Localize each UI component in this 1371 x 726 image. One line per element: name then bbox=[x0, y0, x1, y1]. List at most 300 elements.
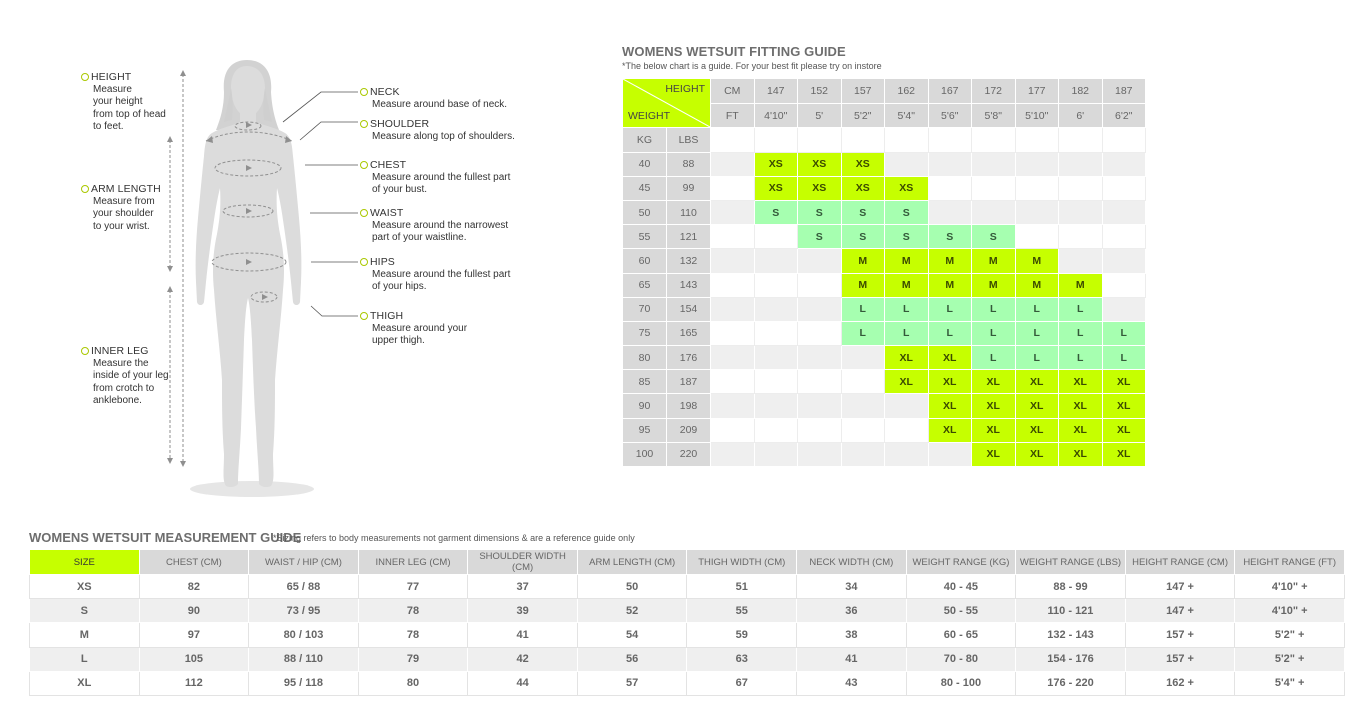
size-label-cell: S bbox=[30, 599, 140, 623]
size-cell: S bbox=[841, 225, 885, 249]
measurement-value-cell: 110 - 121 bbox=[1016, 599, 1126, 623]
size-cell: XL bbox=[1015, 394, 1059, 418]
size-cell: M bbox=[972, 273, 1016, 297]
height-ft-header: 6'2" bbox=[1102, 103, 1146, 128]
measurement-value-cell: 157 + bbox=[1125, 623, 1235, 647]
measurement-value-cell: 80 - 100 bbox=[906, 671, 1016, 695]
empty-cell bbox=[754, 249, 798, 273]
empty-cell bbox=[754, 442, 798, 466]
empty-cell bbox=[972, 128, 1016, 152]
empty-cell bbox=[754, 273, 798, 297]
empty-cell bbox=[972, 200, 1016, 224]
empty-cell bbox=[841, 442, 885, 466]
weight-row bbox=[623, 442, 1146, 466]
height-measure-label bbox=[81, 71, 166, 134]
empty-cell bbox=[711, 418, 755, 442]
weight-lbs-cell: 110 bbox=[667, 200, 711, 224]
measurement-value-cell: 51 bbox=[687, 575, 797, 599]
measurement-value-cell: 82 bbox=[139, 575, 249, 599]
empty-cell bbox=[1015, 152, 1059, 176]
measurement-guide-subtitle: *Sizing refers to body measurements not garment dimensions & are a reference guide only bbox=[273, 533, 635, 543]
size-cell: M bbox=[928, 249, 972, 273]
empty-cell bbox=[711, 128, 755, 152]
size-cell: XS bbox=[841, 152, 885, 176]
height-ft-header: 5'4" bbox=[885, 103, 929, 128]
size-cell: XS bbox=[754, 152, 798, 176]
height-cm-header: 162 bbox=[885, 79, 929, 104]
size-cell: M bbox=[972, 249, 1016, 273]
empty-cell bbox=[841, 128, 885, 152]
empty-cell bbox=[928, 176, 972, 200]
size-cell: L bbox=[972, 297, 1016, 321]
kg-label: KG bbox=[623, 128, 667, 152]
weight-lbs-cell: 121 bbox=[667, 225, 711, 249]
size-cell: M bbox=[885, 273, 929, 297]
measurement-column-header: ARM LENGTH (CM) bbox=[577, 550, 687, 575]
size-cell: XL bbox=[1015, 418, 1059, 442]
size-cell: M bbox=[841, 249, 885, 273]
size-cell: L bbox=[1015, 346, 1059, 370]
measurement-value-cell: 162 + bbox=[1125, 671, 1235, 695]
size-label-cell: XS bbox=[30, 575, 140, 599]
arm-length-title: ARM LENGTH bbox=[91, 183, 161, 195]
measurement-value-cell: 37 bbox=[468, 575, 578, 599]
measurement-value-cell: 97 bbox=[139, 623, 249, 647]
measurement-value-cell: 4'10" + bbox=[1235, 599, 1345, 623]
weight-kg-cell: 85 bbox=[623, 370, 667, 394]
measurement-header-row bbox=[30, 550, 1345, 575]
arm-length-desc-line: your shoulder bbox=[93, 208, 154, 219]
empty-cell bbox=[798, 346, 842, 370]
measurement-value-cell: 41 bbox=[468, 623, 578, 647]
weight-kg-cell: 40 bbox=[623, 152, 667, 176]
empty-cell bbox=[754, 225, 798, 249]
empty-cell bbox=[1015, 128, 1059, 152]
weight-row bbox=[623, 321, 1146, 345]
empty-cell bbox=[711, 442, 755, 466]
inner-leg-desc-line: from crotch to bbox=[93, 382, 155, 394]
size-cell: XS bbox=[798, 176, 842, 200]
weight-row bbox=[623, 370, 1146, 394]
weight-kg-cell: 50 bbox=[623, 200, 667, 224]
height-cm-header: 152 bbox=[798, 79, 842, 104]
empty-cell bbox=[711, 321, 755, 345]
height-cm-header: 187 bbox=[1102, 79, 1146, 104]
empty-cell bbox=[1015, 225, 1059, 249]
size-cell: XL bbox=[885, 370, 929, 394]
chest-title: CHEST bbox=[370, 159, 407, 171]
empty-cell bbox=[1059, 128, 1103, 152]
size-cell: L bbox=[1102, 321, 1146, 345]
arm-length-desc-line: Measure from bbox=[93, 195, 155, 207]
target-icon bbox=[360, 312, 368, 320]
empty-cell bbox=[841, 346, 885, 370]
empty-cell bbox=[1102, 273, 1146, 297]
size-cell: L bbox=[885, 321, 929, 345]
empty-cell bbox=[841, 370, 885, 394]
hips-desc-line: of your hips. bbox=[372, 281, 427, 292]
measurement-value-cell: 36 bbox=[797, 599, 907, 623]
measurement-value-cell: 56 bbox=[577, 647, 687, 671]
empty-cell bbox=[841, 394, 885, 418]
height-desc-line: from top of head bbox=[93, 108, 166, 120]
size-cell: M bbox=[1059, 273, 1103, 297]
neck-desc-line: Measure around base of neck. bbox=[372, 98, 508, 110]
empty-cell bbox=[711, 297, 755, 321]
measurement-value-cell: 88 / 110 bbox=[249, 647, 359, 671]
measurement-value-cell: 60 - 65 bbox=[906, 623, 1016, 647]
measurement-value-cell: 73 / 95 bbox=[249, 599, 359, 623]
height-ft-header: 5'6" bbox=[928, 103, 972, 128]
measurement-value-cell: 38 bbox=[797, 623, 907, 647]
height-ft-header: 4'10" bbox=[754, 103, 798, 128]
height-ft-header: 5'10" bbox=[1015, 103, 1059, 128]
size-cell: M bbox=[928, 273, 972, 297]
weight-kg-cell: 55 bbox=[623, 225, 667, 249]
height-cm-header: 147 bbox=[754, 79, 798, 104]
measurement-value-cell: 80 / 103 bbox=[249, 623, 359, 647]
lbs-label: LBS bbox=[667, 128, 711, 152]
height-ft-header: 6' bbox=[1059, 103, 1103, 128]
weight-row bbox=[623, 273, 1146, 297]
size-cell: L bbox=[928, 321, 972, 345]
measurement-column-header: HEIGHT RANGE (FT) bbox=[1235, 550, 1345, 575]
measurement-value-cell: 80 bbox=[358, 671, 468, 695]
target-icon bbox=[360, 88, 368, 96]
measurement-column-header: INNER LEG (CM) bbox=[358, 550, 468, 575]
thigh-desc-line: upper thigh. bbox=[372, 335, 425, 346]
body-measurement-diagram bbox=[0, 0, 600, 520]
empty-cell bbox=[711, 176, 755, 200]
size-cell: S bbox=[798, 200, 842, 224]
measurement-value-cell: 43 bbox=[797, 671, 907, 695]
weight-row bbox=[623, 394, 1146, 418]
weight-kg-cell: 70 bbox=[623, 297, 667, 321]
empty-cell bbox=[798, 418, 842, 442]
target-icon bbox=[81, 73, 89, 81]
measurement-value-cell: 59 bbox=[687, 623, 797, 647]
empty-cell bbox=[798, 249, 842, 273]
size-cell: XL bbox=[1102, 442, 1146, 466]
measurement-row bbox=[30, 647, 1345, 671]
empty-cell bbox=[754, 394, 798, 418]
height-ft-header: 5'2" bbox=[841, 103, 885, 128]
thigh-measure-label bbox=[360, 310, 467, 348]
measurement-value-cell: 157 + bbox=[1125, 647, 1235, 671]
measurement-value-cell: 63 bbox=[687, 647, 797, 671]
size-cell: XS bbox=[798, 152, 842, 176]
weight-kg-cell: 60 bbox=[623, 249, 667, 273]
empty-cell bbox=[754, 321, 798, 345]
size-cell: L bbox=[841, 297, 885, 321]
height-ft-header: 5' bbox=[798, 103, 842, 128]
measurement-value-cell: 41 bbox=[797, 647, 907, 671]
inner-leg-measure-label bbox=[81, 345, 169, 408]
size-cell: XL bbox=[1059, 418, 1103, 442]
empty-cell bbox=[754, 418, 798, 442]
measurement-value-cell: 132 - 143 bbox=[1016, 623, 1126, 647]
empty-cell bbox=[1102, 200, 1146, 224]
measurement-value-cell: 50 - 55 bbox=[906, 599, 1016, 623]
empty-cell bbox=[928, 442, 972, 466]
arm-length-desc-line: to your wrist. bbox=[93, 220, 150, 232]
measurement-guide-title: WOMENS WETSUIT MEASUREMENT GUIDE bbox=[29, 530, 302, 545]
empty-cell bbox=[1059, 176, 1103, 200]
size-cell: XS bbox=[841, 176, 885, 200]
empty-cell bbox=[798, 442, 842, 466]
weight-row bbox=[623, 176, 1146, 200]
measurement-value-cell: 90 bbox=[139, 599, 249, 623]
measurement-value-cell: 34 bbox=[797, 575, 907, 599]
size-cell: S bbox=[841, 200, 885, 224]
measurement-value-cell: 176 - 220 bbox=[1016, 671, 1126, 695]
chest-desc-line: Measure around the fullest part bbox=[372, 171, 511, 183]
hips-desc-line: Measure around the fullest part bbox=[372, 268, 511, 280]
weight-lbs-cell: 99 bbox=[667, 176, 711, 200]
empty-cell bbox=[1102, 225, 1146, 249]
empty-cell bbox=[711, 273, 755, 297]
size-cell: S bbox=[928, 225, 972, 249]
weight-kg-cell: 100 bbox=[623, 442, 667, 466]
height-weight-corner bbox=[623, 79, 711, 128]
target-icon bbox=[81, 185, 89, 193]
measurement-value-cell: 39 bbox=[468, 599, 578, 623]
empty-cell bbox=[798, 370, 842, 394]
empty-cell bbox=[1102, 152, 1146, 176]
size-cell: S bbox=[885, 200, 929, 224]
height-desc-line: to feet. bbox=[93, 121, 124, 132]
measurement-value-cell: 70 - 80 bbox=[906, 647, 1016, 671]
size-label-cell: L bbox=[30, 647, 140, 671]
measurement-guide-table bbox=[29, 549, 1345, 696]
measurement-value-cell: 57 bbox=[577, 671, 687, 695]
measurement-value-cell: 54 bbox=[577, 623, 687, 647]
size-cell: L bbox=[1015, 297, 1059, 321]
size-cell: XL bbox=[972, 442, 1016, 466]
height-cm-row bbox=[623, 79, 1146, 104]
target-icon bbox=[81, 347, 89, 355]
height-cm-header: 177 bbox=[1015, 79, 1059, 104]
empty-cell bbox=[885, 128, 929, 152]
size-cell: XL bbox=[928, 418, 972, 442]
measurement-value-cell: 44 bbox=[468, 671, 578, 695]
empty-cell bbox=[972, 176, 1016, 200]
measurement-row bbox=[30, 623, 1345, 647]
weight-kg-cell: 75 bbox=[623, 321, 667, 345]
empty-cell bbox=[798, 297, 842, 321]
hips-measure-label bbox=[360, 256, 510, 294]
empty-cell bbox=[798, 273, 842, 297]
empty-cell bbox=[711, 370, 755, 394]
empty-cell bbox=[1102, 249, 1146, 273]
corner-height-label: HEIGHT bbox=[665, 83, 705, 95]
empty-cell bbox=[711, 249, 755, 273]
measurement-column-header: NECK WIDTH (CM) bbox=[797, 550, 907, 575]
height-cm-header: 167 bbox=[928, 79, 972, 104]
empty-cell bbox=[711, 225, 755, 249]
empty-cell bbox=[1102, 176, 1146, 200]
measurement-value-cell: 77 bbox=[358, 575, 468, 599]
weight-row bbox=[623, 346, 1146, 370]
size-cell: S bbox=[798, 225, 842, 249]
measurement-column-header: CHEST (CM) bbox=[139, 550, 249, 575]
measurement-value-cell: 147 + bbox=[1125, 599, 1235, 623]
empty-cell bbox=[754, 346, 798, 370]
measurement-value-cell: 105 bbox=[139, 647, 249, 671]
weight-lbs-cell: 220 bbox=[667, 442, 711, 466]
weight-lbs-cell: 209 bbox=[667, 418, 711, 442]
size-cell: L bbox=[1059, 297, 1103, 321]
size-cell: XL bbox=[1015, 370, 1059, 394]
size-cell: L bbox=[972, 321, 1016, 345]
size-cell: XL bbox=[1059, 394, 1103, 418]
height-desc-line: Measure bbox=[93, 83, 132, 95]
measurement-row bbox=[30, 671, 1345, 695]
measurement-value-cell: 88 - 99 bbox=[1016, 575, 1126, 599]
shoulder-desc-line: Measure along top of shoulders. bbox=[372, 130, 515, 142]
weight-kg-cell: 45 bbox=[623, 176, 667, 200]
empty-cell bbox=[1015, 200, 1059, 224]
empty-cell bbox=[1015, 176, 1059, 200]
size-cell: L bbox=[1059, 346, 1103, 370]
empty-cell bbox=[1102, 128, 1146, 152]
size-cell: XL bbox=[928, 394, 972, 418]
size-cell: XS bbox=[885, 176, 929, 200]
weight-row bbox=[623, 418, 1146, 442]
measurement-value-cell: 154 - 176 bbox=[1016, 647, 1126, 671]
height-ft-header: 5'8" bbox=[972, 103, 1016, 128]
weight-kg-cell: 65 bbox=[623, 273, 667, 297]
target-icon bbox=[360, 209, 368, 217]
empty-cell bbox=[1059, 200, 1103, 224]
weight-lbs-cell: 165 bbox=[667, 321, 711, 345]
size-cell: M bbox=[841, 273, 885, 297]
size-cell: XL bbox=[1059, 370, 1103, 394]
empty-cell bbox=[928, 128, 972, 152]
empty-cell bbox=[1059, 152, 1103, 176]
size-cell: L bbox=[972, 346, 1016, 370]
target-icon bbox=[360, 120, 368, 128]
weight-row bbox=[623, 200, 1146, 224]
measurement-value-cell: 4'10" + bbox=[1235, 575, 1345, 599]
height-cm-header: 172 bbox=[972, 79, 1016, 104]
size-cell: XL bbox=[972, 418, 1016, 442]
empty-cell bbox=[798, 321, 842, 345]
weight-row bbox=[623, 297, 1146, 321]
measurement-column-header: THIGH WIDTH (CM) bbox=[687, 550, 797, 575]
size-cell: XL bbox=[1102, 418, 1146, 442]
weight-lbs-cell: 154 bbox=[667, 297, 711, 321]
empty-cell bbox=[885, 442, 929, 466]
empty-cell bbox=[885, 394, 929, 418]
measurement-value-cell: 95 / 118 bbox=[249, 671, 359, 695]
size-cell: XS bbox=[754, 176, 798, 200]
measurement-value-cell: 112 bbox=[139, 671, 249, 695]
inner-leg-desc-line: anklebone. bbox=[93, 395, 142, 406]
weight-lbs-cell: 187 bbox=[667, 370, 711, 394]
size-cell: L bbox=[885, 297, 929, 321]
empty-cell bbox=[754, 297, 798, 321]
empty-cell bbox=[928, 152, 972, 176]
empty-cell bbox=[754, 128, 798, 152]
empty-cell bbox=[754, 370, 798, 394]
empty-cell bbox=[928, 200, 972, 224]
size-cell: XL bbox=[885, 346, 929, 370]
waist-desc-line: part of your waistline. bbox=[372, 232, 467, 243]
weight-lbs-cell: 176 bbox=[667, 346, 711, 370]
target-icon bbox=[360, 258, 368, 266]
measurement-column-header: WEIGHT RANGE (KG) bbox=[906, 550, 1016, 575]
measurement-value-cell: 65 / 88 bbox=[249, 575, 359, 599]
measurement-value-cell: 147 + bbox=[1125, 575, 1235, 599]
shoulder-measure-label bbox=[360, 118, 515, 143]
size-cell: XL bbox=[928, 370, 972, 394]
empty-cell bbox=[1059, 225, 1103, 249]
size-cell: XL bbox=[1015, 442, 1059, 466]
size-cell: L bbox=[841, 321, 885, 345]
inner-leg-desc-line: inside of your leg bbox=[93, 370, 169, 381]
empty-cell bbox=[798, 394, 842, 418]
empty-cell bbox=[711, 152, 755, 176]
empty-cell bbox=[798, 128, 842, 152]
measurement-column-header: WEIGHT RANGE (LBS) bbox=[1016, 550, 1126, 575]
empty-cell bbox=[1059, 249, 1103, 273]
size-cell: L bbox=[1102, 346, 1146, 370]
inner-leg-desc-line: Measure the bbox=[93, 357, 149, 369]
size-cell: XL bbox=[972, 370, 1016, 394]
size-cell: XL bbox=[1059, 442, 1103, 466]
weight-row bbox=[623, 152, 1146, 176]
size-cell: S bbox=[754, 200, 798, 224]
measurement-value-cell: 40 - 45 bbox=[906, 575, 1016, 599]
measurement-value-cell: 42 bbox=[468, 647, 578, 671]
waist-measure-label bbox=[360, 207, 508, 245]
size-cell: S bbox=[972, 225, 1016, 249]
size-label-cell: M bbox=[30, 623, 140, 647]
measurement-value-cell: 5'2" + bbox=[1235, 623, 1345, 647]
measurement-value-cell: 79 bbox=[358, 647, 468, 671]
neck-measure-label bbox=[360, 86, 507, 111]
size-cell: M bbox=[1015, 273, 1059, 297]
size-cell: XL bbox=[1102, 394, 1146, 418]
measurement-value-cell: 78 bbox=[358, 599, 468, 623]
weight-kg-cell: 95 bbox=[623, 418, 667, 442]
empty-cell bbox=[711, 346, 755, 370]
size-cell: M bbox=[1015, 249, 1059, 273]
size-cell: L bbox=[928, 297, 972, 321]
weight-row bbox=[623, 225, 1146, 249]
measurement-value-cell: 67 bbox=[687, 671, 797, 695]
weight-lbs-cell: 198 bbox=[667, 394, 711, 418]
measurement-value-cell: 50 bbox=[577, 575, 687, 599]
size-cell: L bbox=[1059, 321, 1103, 345]
empty-cell bbox=[972, 152, 1016, 176]
weight-lbs-cell: 88 bbox=[667, 152, 711, 176]
fitting-guide-table bbox=[622, 78, 1146, 467]
empty-cell bbox=[711, 200, 755, 224]
height-desc-line: your height bbox=[93, 96, 143, 107]
measurement-column-header: SHOULDER WIDTH (CM) bbox=[468, 550, 578, 575]
corner-weight-label: WEIGHT bbox=[628, 110, 670, 123]
size-cell: XL bbox=[1102, 370, 1146, 394]
size-cell: XL bbox=[928, 346, 972, 370]
chest-measure-label bbox=[360, 159, 510, 197]
empty-cell bbox=[711, 394, 755, 418]
ft-label: FT bbox=[711, 103, 755, 128]
chest-desc-line: of your bust. bbox=[372, 184, 428, 195]
empty-cell bbox=[885, 152, 929, 176]
empty-cell bbox=[1102, 297, 1146, 321]
